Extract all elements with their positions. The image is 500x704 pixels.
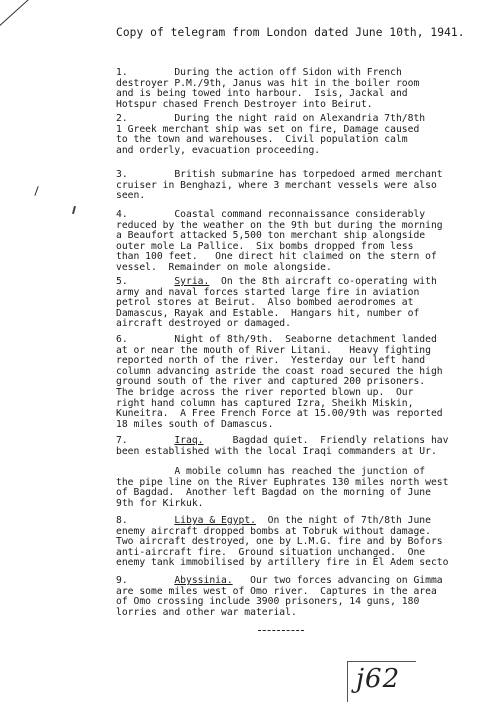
heading-libya-egypt: Libya & Egypt. (174, 515, 256, 526)
margin-mark (34, 186, 38, 196)
paragraph-8: 8. Libya & Egypt. On the night of 7th/8th June enemy aircraft dropped bombs at Tobruk without damage. Two aircraft destroyed, one by L.M.G. fire and by Bofors anti-aircraft fire. Ground situation unchanged. One enemy tank immobilised by artillery fire in El Adem secto (116, 515, 449, 569)
paragraph-3: 3. British submarine has torpedoed armed merchant cruiser in Benghazi, where 3 merchant vessels were also seen. (116, 169, 443, 202)
margin-mark (0, 0, 32, 31)
paragraph-1: 1. During the action off Sidon with French destroyer P.M./9th, Janus was hit in the boiler room and is being towed into harbour. Isis, Jackal and Hotspur chased French Destroyer into Beirut. (116, 67, 420, 110)
paragraph-7-continued: A mobile column has reached the junction of the pipe line on the River Euphrates 130 miles north west of Bagdad. Another left Bagdad on the morning of June 9th for Kirkuk. (116, 466, 449, 509)
paragraph-7: 7. Iraq. Bagdad quiet. Friendly relations hav been established with the local Iraqi commanders at Ur. (116, 435, 449, 457)
heading-iraq: Iraq. (174, 435, 204, 446)
paragraph-5: 5. Syria. On the 8th aircraft co-operating with army and naval forces started large fire in aviation petrol stores at Beirut. Also bombed aerodromes at Damascus, Rayak and Estable. Hangars hit, number of aircraft destroyed or damaged. (116, 276, 437, 330)
paragraph-2: 2. During the night raid on Alexandria 7th/8th 1 Greek merchant ship was set on fire, Damage caused to the town and warehouses. Civil population calm and orderly, evacuation proceeding. (116, 113, 426, 156)
paragraph-9: 9. Abyssinia. Our two forces advancing on Gimma are some miles west of Omo river. Captures in the area of Omo crossing include 3900 prisoners, 14 guns, 180 lorries and other war material. (116, 575, 443, 618)
paragraph-4: 4. Coastal command reconnaissance considerably reduced by the weather on the 9th but during the morning a Beaufort attacked 5,500 ton merchant ship alongside outer mole La Pallice. Six bombs dropped from less than 100 feet. One direct hit claimed on the stern of vessel. Remainder on mole alongside. (116, 209, 443, 273)
closing-dashed-rule (258, 630, 304, 631)
heading-abyssinia: Abyssinia. (174, 575, 233, 586)
heading-syria: Syria. (174, 276, 210, 287)
document-title: Copy of telegram from London dated June 10th, 1941. (116, 26, 465, 39)
handwritten-page-number: j62 (356, 664, 401, 694)
margin-mark (72, 206, 76, 214)
paragraph-6: 6. Night of 8th/9th. Seaborne detachment landed at or near the mouth of River Litani. Heavy fighting reported north of the river. Yesterday our left hand column advancing astride the coast road secured the high ground south of the river and captured 200 prisoners. The bridge across the river reported blown up. Our right hand column has captured Izra, Sheikh Miskin, Kuneitra. A Free French Force at 15.00/9th was reported 18 miles south of Damascus. (116, 334, 443, 430)
